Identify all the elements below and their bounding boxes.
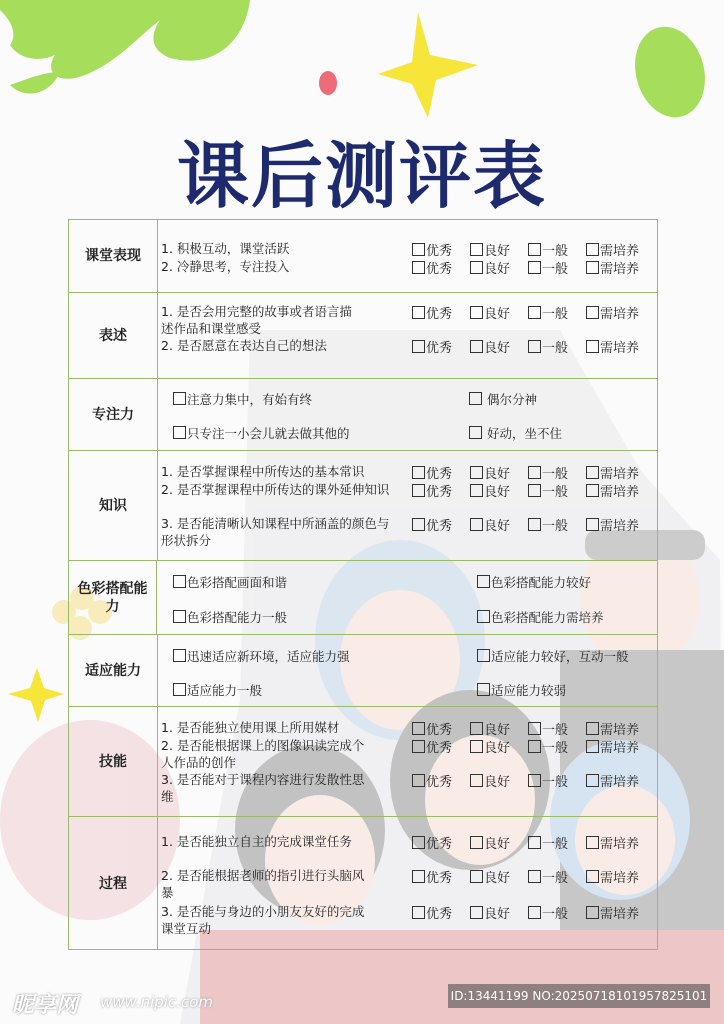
checkbox[interactable] bbox=[412, 484, 425, 497]
green-oval-decoration bbox=[625, 19, 714, 125]
criterion-text: 3. 是否能清晰认知课程中所涵盖的颜色与形状拆分 bbox=[161, 516, 390, 548]
option-label: 良好 bbox=[484, 307, 511, 322]
category-label: 技能 bbox=[69, 707, 158, 817]
choice-option[interactable] bbox=[173, 390, 312, 408]
choice-label: 色彩搭配能力一般 bbox=[187, 610, 288, 625]
option-label: 优秀 bbox=[426, 244, 453, 259]
table-row bbox=[69, 450, 657, 561]
checkbox[interactable] bbox=[173, 610, 186, 623]
option-label: 良好 bbox=[484, 467, 511, 482]
option-label: 一般 bbox=[542, 907, 569, 922]
checkbox[interactable] bbox=[586, 518, 599, 531]
option-label: 优秀 bbox=[426, 907, 453, 922]
checkbox[interactable] bbox=[412, 340, 425, 353]
option-label: 一般 bbox=[542, 485, 569, 500]
option-label: 良好 bbox=[484, 871, 511, 886]
option-label: 一般 bbox=[542, 837, 569, 852]
criterion-text: 1. 是否掌握课程中所传达的基本常识 bbox=[161, 464, 365, 479]
checkbox[interactable] bbox=[412, 243, 425, 256]
category-label: 课堂表现 bbox=[69, 220, 158, 292]
checkbox[interactable] bbox=[173, 683, 186, 696]
choice-label: 适应能力较弱 bbox=[491, 683, 567, 698]
option-label: 一般 bbox=[542, 871, 569, 886]
category-label: 过程 bbox=[69, 817, 158, 950]
category-label: 专注力 bbox=[69, 379, 158, 451]
option-label: 优秀 bbox=[426, 775, 453, 790]
option-label: 需培养 bbox=[600, 307, 640, 322]
choice-option[interactable] bbox=[469, 424, 562, 442]
criterion-text: 2. 是否能根据老师的指引进行头脑风暴 bbox=[161, 868, 365, 900]
checkbox[interactable] bbox=[470, 261, 483, 274]
choice-label: 注意力集中，有始有终 bbox=[187, 392, 313, 407]
checkbox[interactable] bbox=[528, 518, 541, 531]
option-label: 优秀 bbox=[426, 307, 453, 322]
rating-options bbox=[412, 719, 644, 738]
option-label: 优秀 bbox=[426, 741, 453, 756]
option-label: 需培养 bbox=[600, 262, 640, 277]
criterion-text: 2. 冷静思考，专注投入 bbox=[161, 259, 290, 274]
option-label: 需培养 bbox=[600, 519, 640, 534]
option-label: 一般 bbox=[542, 307, 569, 322]
option-label: 良好 bbox=[484, 262, 511, 277]
checkbox[interactable] bbox=[470, 484, 483, 497]
checkbox[interactable] bbox=[470, 518, 483, 531]
choice-label: 偶尔分神 bbox=[486, 392, 537, 407]
checkbox[interactable] bbox=[528, 261, 541, 274]
rating-options bbox=[412, 771, 644, 790]
checkbox[interactable] bbox=[477, 610, 490, 623]
checkbox[interactable] bbox=[528, 340, 541, 353]
checkbox[interactable] bbox=[412, 906, 425, 919]
yellow-star-decoration bbox=[378, 12, 478, 118]
checkbox[interactable] bbox=[470, 870, 483, 883]
option-label: 良好 bbox=[484, 485, 511, 500]
checkbox[interactable] bbox=[528, 906, 541, 919]
category-label: 适应能力 bbox=[69, 635, 158, 707]
rating-options bbox=[412, 903, 644, 922]
choice-label: 色彩搭配能力需培养 bbox=[491, 610, 604, 625]
choice-option[interactable] bbox=[477, 573, 591, 591]
checkbox[interactable] bbox=[528, 740, 541, 753]
option-label: 良好 bbox=[484, 837, 511, 852]
rating-options bbox=[412, 240, 644, 259]
option-label: 一般 bbox=[542, 741, 569, 756]
checkbox[interactable] bbox=[470, 340, 483, 353]
checkbox[interactable] bbox=[586, 740, 599, 753]
choice-option[interactable] bbox=[173, 608, 287, 626]
checkbox[interactable] bbox=[586, 340, 599, 353]
option-label: 需培养 bbox=[600, 485, 640, 500]
checkbox[interactable] bbox=[477, 575, 490, 588]
choice-label: 只专注一小会儿就去做其他的 bbox=[187, 426, 350, 441]
option-label: 一般 bbox=[542, 341, 569, 356]
checkbox[interactable] bbox=[528, 484, 541, 497]
rating-options bbox=[412, 481, 644, 500]
pink-dot-decoration bbox=[319, 71, 337, 95]
option-label: 一般 bbox=[542, 519, 569, 534]
option-label: 需培养 bbox=[600, 775, 640, 790]
choice-label: 色彩搭配画面和谐 bbox=[187, 575, 288, 590]
table-row bbox=[69, 378, 657, 451]
option-label: 优秀 bbox=[426, 262, 453, 277]
leaf-decoration bbox=[0, 0, 250, 94]
rating-options bbox=[412, 303, 644, 322]
criterion-text: 2. 是否掌握课程中所传达的课外延伸知识 bbox=[161, 482, 390, 497]
table-row bbox=[69, 706, 657, 817]
checkbox[interactable] bbox=[470, 306, 483, 319]
criterion-text: 3. 是否能与身边的小朋友友好的完成课堂互动 bbox=[161, 904, 365, 936]
choice-option[interactable] bbox=[477, 681, 566, 699]
option-label: 优秀 bbox=[426, 723, 453, 738]
checkbox[interactable] bbox=[412, 870, 425, 883]
option-label: 一般 bbox=[542, 244, 569, 259]
choice-option[interactable] bbox=[477, 647, 629, 665]
checkbox[interactable] bbox=[528, 722, 541, 735]
checkbox[interactable] bbox=[470, 836, 483, 849]
page-title: 课后测评表 bbox=[176, 134, 547, 218]
rating-options bbox=[412, 463, 644, 482]
checkbox[interactable] bbox=[469, 392, 482, 405]
table-row bbox=[69, 292, 657, 379]
option-label: 优秀 bbox=[426, 837, 453, 852]
checkbox[interactable] bbox=[470, 722, 483, 735]
option-label: 一般 bbox=[542, 775, 569, 790]
option-label: 需培养 bbox=[600, 467, 640, 482]
criterion-text: 1. 是否能独立自主的完成课堂任务 bbox=[161, 834, 352, 849]
option-label: 良好 bbox=[484, 723, 511, 738]
option-label: 需培养 bbox=[600, 837, 640, 852]
option-label: 需培养 bbox=[600, 341, 640, 356]
option-label: 一般 bbox=[542, 467, 569, 482]
checkbox[interactable] bbox=[412, 261, 425, 274]
option-label: 良好 bbox=[484, 907, 511, 922]
watermark-logo: 昵享网 bbox=[12, 993, 79, 1018]
checkbox[interactable] bbox=[469, 426, 482, 439]
checkbox[interactable] bbox=[477, 649, 490, 662]
checkbox[interactable] bbox=[173, 575, 186, 588]
choice-option[interactable] bbox=[173, 573, 287, 591]
criterion-text: 1. 是否能独立使用课上所用媒材 bbox=[161, 720, 340, 735]
category-label: 色彩搭配能力 bbox=[69, 561, 157, 635]
choice-label: 好动，坐不住 bbox=[486, 426, 562, 441]
evaluation-table bbox=[68, 219, 658, 950]
option-label: 优秀 bbox=[426, 519, 453, 534]
checkbox[interactable] bbox=[586, 484, 599, 497]
criterion-text: 2. 是否能根据课上的图像识读完成个人作品的创作 bbox=[161, 738, 365, 770]
option-label: 良好 bbox=[484, 519, 511, 534]
choice-label: 迅速适应新环境，适应能力强 bbox=[187, 649, 350, 664]
option-label: 良好 bbox=[484, 775, 511, 790]
option-label: 需培养 bbox=[600, 244, 640, 259]
option-label: 优秀 bbox=[426, 467, 453, 482]
checkbox[interactable] bbox=[586, 261, 599, 274]
checkbox[interactable] bbox=[528, 774, 541, 787]
rating-options bbox=[412, 515, 644, 534]
option-label: 优秀 bbox=[426, 871, 453, 886]
criterion-text: 3. 是否能对于课程内容进行发散性思维 bbox=[161, 772, 365, 804]
option-label: 优秀 bbox=[426, 485, 453, 500]
checkbox[interactable] bbox=[586, 836, 599, 849]
checkbox[interactable] bbox=[586, 466, 599, 479]
checkbox[interactable] bbox=[470, 906, 483, 919]
choice-option[interactable] bbox=[173, 681, 262, 699]
table-row bbox=[69, 560, 657, 635]
checkbox[interactable] bbox=[586, 906, 599, 919]
checkbox[interactable] bbox=[412, 306, 425, 319]
checkbox[interactable] bbox=[173, 426, 186, 439]
choice-label: 适应能力一般 bbox=[187, 683, 263, 698]
checkbox[interactable] bbox=[586, 774, 599, 787]
checkbox[interactable] bbox=[470, 466, 483, 479]
checkbox[interactable] bbox=[412, 466, 425, 479]
checkbox[interactable] bbox=[412, 836, 425, 849]
option-label: 需培养 bbox=[600, 741, 640, 756]
rating-options bbox=[412, 258, 644, 277]
watermark-site: www.nipic.com bbox=[100, 993, 214, 1011]
checkbox[interactable] bbox=[528, 243, 541, 256]
option-label: 良好 bbox=[484, 341, 511, 356]
category-label: 知识 bbox=[69, 451, 158, 561]
choice-label: 适应能力较好，互动一般 bbox=[491, 649, 629, 664]
option-label: 一般 bbox=[542, 262, 569, 277]
checkbox[interactable] bbox=[528, 836, 541, 849]
image-id-badge: ID:13441199 NO:20250718101957825101 bbox=[448, 984, 710, 1008]
checkbox[interactable] bbox=[586, 870, 599, 883]
rating-options bbox=[412, 833, 644, 852]
choice-option[interactable] bbox=[173, 424, 350, 442]
checkbox[interactable] bbox=[586, 243, 599, 256]
option-label: 一般 bbox=[542, 723, 569, 738]
option-label: 需培养 bbox=[600, 723, 640, 738]
checkbox[interactable] bbox=[470, 243, 483, 256]
choice-option[interactable] bbox=[173, 647, 350, 665]
option-label: 良好 bbox=[484, 741, 511, 756]
checkbox[interactable] bbox=[470, 740, 483, 753]
option-label: 优秀 bbox=[426, 341, 453, 356]
choice-label: 色彩搭配能力较好 bbox=[491, 575, 592, 590]
option-label: 需培养 bbox=[600, 871, 640, 886]
checkbox[interactable] bbox=[586, 722, 599, 735]
table-row bbox=[69, 816, 657, 950]
rating-options bbox=[412, 737, 644, 756]
criterion-text: 1. 是否会用完整的故事或者语言描述作品和课堂感受 bbox=[161, 304, 352, 336]
checkbox[interactable] bbox=[528, 306, 541, 319]
checkbox[interactable] bbox=[412, 722, 425, 735]
option-label: 良好 bbox=[484, 244, 511, 259]
checkbox[interactable] bbox=[173, 392, 186, 405]
checkbox[interactable] bbox=[173, 649, 186, 662]
table-row bbox=[69, 220, 657, 292]
option-label: 需培养 bbox=[600, 907, 640, 922]
checkbox[interactable] bbox=[412, 774, 425, 787]
checkbox[interactable] bbox=[528, 870, 541, 883]
choice-option[interactable] bbox=[477, 608, 604, 626]
rating-options bbox=[412, 867, 644, 886]
criterion-text: 1. 积极互动，课堂活跃 bbox=[161, 241, 290, 256]
small-star-decoration bbox=[8, 668, 64, 722]
checkbox[interactable] bbox=[477, 683, 490, 696]
checkbox[interactable] bbox=[412, 740, 425, 753]
category-label: 表述 bbox=[69, 293, 158, 379]
checkbox[interactable] bbox=[586, 306, 599, 319]
rating-options bbox=[412, 337, 644, 356]
criterion-text: 2. 是否愿意在表达自己的想法 bbox=[161, 338, 327, 353]
table-row bbox=[69, 634, 657, 707]
checkbox[interactable] bbox=[528, 466, 541, 479]
checkbox[interactable] bbox=[470, 774, 483, 787]
choice-option[interactable] bbox=[469, 390, 537, 408]
checkbox[interactable] bbox=[412, 518, 425, 531]
